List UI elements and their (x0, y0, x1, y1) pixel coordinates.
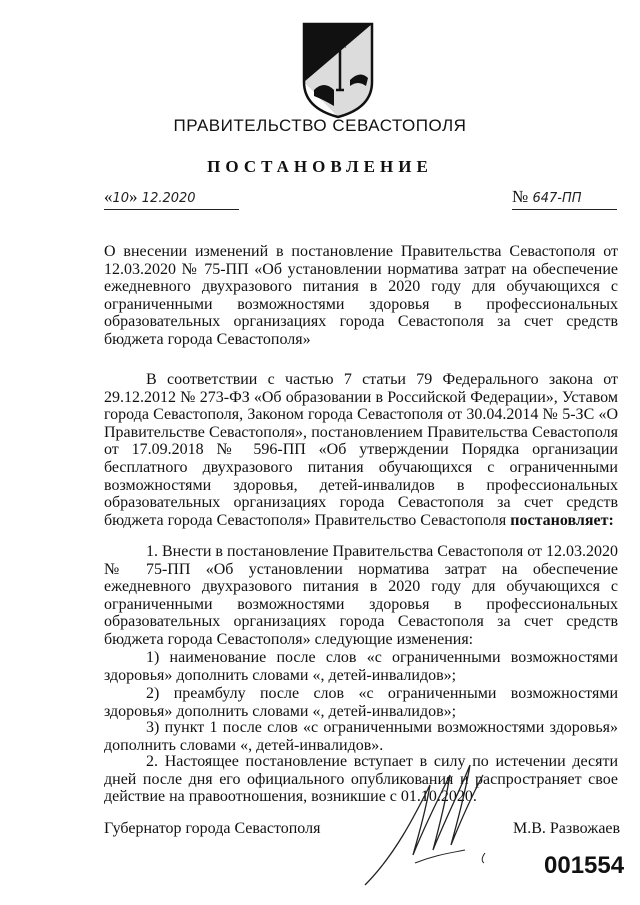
handwritten-signature-icon (355, 745, 515, 895)
item-1: 1. Внести в постановление Правительства Севастополя от 12.03.2020 № 75-ПП «Об установлении норматива затрат на обеспечение ежедневного двухразового питания в 2020 году для обучающихся с ограниченными возможностями здоровья в профессиональных образовательных организациях города Севастополя за счет средств бюджета города Севастополя» следующие изменения: (104, 543, 618, 648)
date-day: 10 (112, 191, 130, 206)
item-1-sub-2: 2) преамбулу после слов «с ограниченными возможностями здоровья» дополнить словами «, детей-инвалидов»; (104, 685, 618, 720)
preamble-decree-word: постановляет: (510, 511, 614, 529)
item-1-sub-1: 1) наименование после слов «с ограниченными возможностями здоровья» дополнить словами «, детей-инвалидов»; (104, 649, 618, 684)
document-date (104, 187, 239, 210)
sevastopol-coat-of-arms-icon (300, 20, 376, 120)
government-title: ПРАВИТЕЛЬСТВО СЕВАСТОПОЛЯ (173, 116, 467, 135)
preamble-paragraph (104, 371, 618, 529)
number-prefix: № (512, 187, 529, 206)
document-type-title: ПОСТАНОВЛЕНИЕ (207, 157, 433, 176)
date-open-quote: « (104, 187, 113, 206)
serial-number: 001554 (544, 852, 625, 879)
item-1-sub-3: 3) пункт 1 после слов «с ограниченными возможностями здоровья» дополнить словами «, детей-инвалидов». (104, 719, 618, 754)
date-close-quote: » (129, 187, 138, 206)
number-value: 647-ПП (532, 191, 582, 206)
document-number (512, 187, 617, 210)
document-subject: О внесении изменений в постановление Правительства Севастополя от 12.03.2020 № 75-ПП «Об установлении норматива затрат на обеспечение ежедневного двухразового питания в 2020 году для обучающихся с ограниченными возможностями здоровья в профессиональных образовательных организациях города Севастополя за счет средств бюджета города Севастополя» (104, 243, 618, 348)
date-month-year: 12.2020 (141, 191, 196, 206)
preamble-text: В соответствии с частью 7 статьи 79 Федерального закона от 29.12.2012 № 273-ФЗ «Об образовании в Российской Федерации», Уставом города Севастополя, Законом города Севастополя от 30.04.2014 № 5-ЗС «О Правительстве Севастополя», постановлением Правительства Севастополя от 17.09.2018 № 596-ПП «Об утверждении Порядка организации бесплатного двухразового питания обучающихся с ограниченными возможностями здоровья, детей-инвалидов в профессиональных образовательных организациях города Севастополя за счет средств бюджета города Севастополя» Правительство Севастополя (104, 371, 618, 529)
item-2: 2. Настоящее постановление вступает в силу по истечении десяти дней после дня его официального опубликования и распространяет свое действие на правоотношения, возникшие с 01.10.2020. (104, 753, 618, 806)
signer-name: М.В. Развожаев (513, 820, 621, 837)
signer-title: Губернатор города Севастополя (104, 820, 321, 837)
